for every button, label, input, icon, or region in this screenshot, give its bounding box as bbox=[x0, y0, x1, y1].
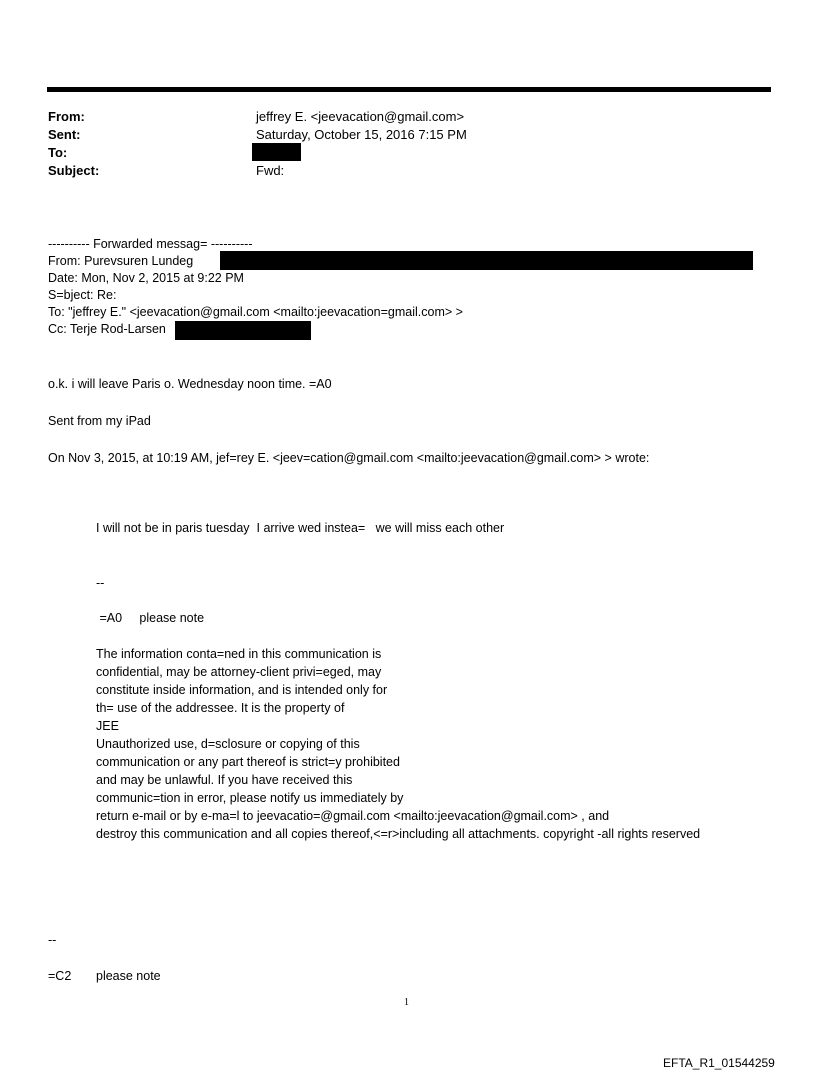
footer-note-text: please note bbox=[96, 969, 161, 983]
disclaimer-line: The information conta=ned in this communication is bbox=[96, 647, 382, 661]
subject-label: Subject: bbox=[48, 163, 100, 178]
page-number: 1 bbox=[404, 997, 409, 1008]
disclaimer-line: destroy this communication and all copies thereof,<=r>including all attachments. copyright -all rights reserved bbox=[96, 827, 701, 841]
forward-subject: S=bject: Re: bbox=[48, 288, 117, 302]
forward-from: From: Purevsuren Lundeg bbox=[48, 254, 194, 268]
forward-date: Date: Mon, Nov 2, 2015 at 9:22 PM bbox=[48, 271, 244, 285]
disclaimer-line: return e-mail or by e-ma=l to jeevacatio=@gmail.com <mailto:jeevacation@gmail.com> , and bbox=[96, 809, 610, 823]
disclaimer-line: confidential, may be attorney-client privi=eged, may bbox=[96, 665, 382, 679]
from-value: jeffrey E. <jeevacation@gmail.com> bbox=[256, 109, 465, 124]
disclaimer-line: th= use of the addressee. It is the property of bbox=[96, 701, 345, 715]
disclaimer-line: communication or any part thereof is strict=y prohibited bbox=[96, 755, 400, 769]
forward-cc: Cc: Terje Rod-Larsen bbox=[48, 322, 166, 336]
footer-sig-dashes: -- bbox=[48, 933, 57, 947]
forward-to: To: "jeffrey E." <jeevacation@gmail.com <mailto:jeevacation=gmail.com> > bbox=[48, 305, 463, 319]
reply-text: o.k. i will leave Paris o. Wednesday noon time. =A0 bbox=[48, 377, 332, 391]
to-redaction bbox=[252, 143, 301, 161]
to-label: To: bbox=[48, 145, 68, 160]
quote-header: On Nov 3, 2015, at 10:19 AM, jef=rey E. <jeev=cation@gmail.com <mailto:jeevacation@gmail.com> > wrote: bbox=[48, 451, 650, 465]
from-label: From: bbox=[48, 109, 85, 124]
forward-separator: ---------- Forwarded messag= ---------- bbox=[48, 237, 253, 251]
signature-text: Sent from my iPad bbox=[48, 414, 151, 428]
disclaimer-line: and may be unlawful. If you have received this bbox=[96, 773, 353, 787]
disclaimer-line: communic=tion in error, please notify us immediately by bbox=[96, 791, 404, 805]
forward-from-redaction bbox=[220, 251, 753, 270]
bates-number: EFTA_R1_01544259 bbox=[663, 1056, 775, 1070]
sent-label: Sent: bbox=[48, 127, 81, 142]
forward-cc-redaction bbox=[175, 321, 311, 340]
quoted-sig-dashes: -- bbox=[96, 576, 105, 590]
top-rule bbox=[47, 87, 771, 92]
disclaimer-line: JEE bbox=[96, 719, 119, 733]
disclaimer-line: Unauthorized use, d=sclosure or copying of this bbox=[96, 737, 360, 751]
sent-value: Saturday, October 15, 2016 7:15 PM bbox=[256, 127, 467, 142]
quoted-message: I will not be in paris tuesday I arrive wed instea= we will miss each other bbox=[96, 521, 505, 535]
subject-value: Fwd: bbox=[256, 163, 285, 178]
disclaimer-line: constitute inside information, and is intended only for bbox=[96, 683, 388, 697]
quoted-please-note: =A0 please note bbox=[96, 611, 205, 625]
footer-note-code: =C2 bbox=[48, 969, 72, 983]
